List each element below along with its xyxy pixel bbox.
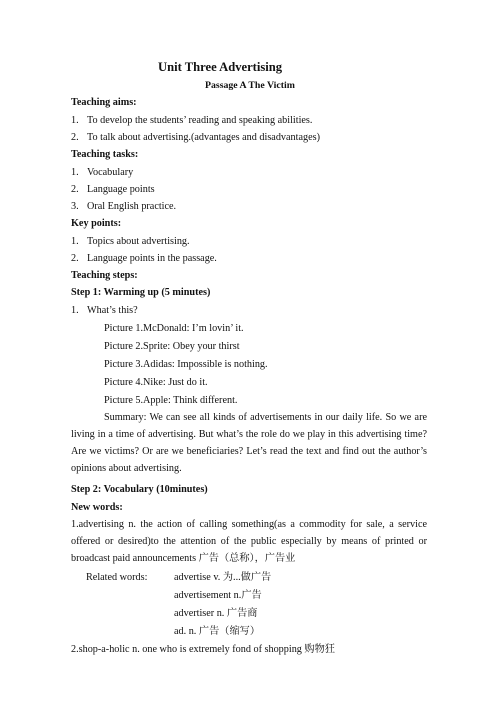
- page-subtitle: Passage A The Victim: [205, 80, 295, 91]
- related-word: advertisement n.广告: [174, 590, 262, 601]
- tasks-item-text: Oral English practice.: [87, 201, 177, 212]
- tasks-item-text: Language points: [87, 184, 155, 195]
- picture-item: Picture 5.Apple: Think different.: [104, 395, 238, 406]
- step1-summary: Summary: We can see all kinds of advertisements in our daily life. So we are living in a time of advertising. But what’s the role do we play in this advertising time? Are we victims? Or are we beneficiaries? Let’s read the text and find out the author’s opinions about advertising.: [71, 412, 427, 474]
- page-title: Unit Three Advertising: [158, 60, 283, 74]
- related-words-label: Related words:: [86, 572, 148, 583]
- teaching-steps-heading: Teaching steps:: [71, 270, 138, 281]
- aims-item-text: To talk about advertising.(advantages and disadvantages): [87, 132, 320, 143]
- vocab-entry-advertising: 1.advertising n. the action of calling something(as a commodity for sale, a service offered or desired)to the attention of the public especially by means of printed or broadcast paid announcements 广告（总称），广告业: [71, 519, 427, 564]
- tasks-item-number: 3.: [71, 201, 79, 212]
- step1-question-number: 1.: [71, 305, 79, 316]
- step1-question: [71, 304, 138, 317]
- step1-heading: Step 1: Warming up (5 minutes): [71, 287, 211, 298]
- vocab-entry-shopaholic: 2.shop-a-holic n. one who is extremely fond of shopping 购物狂: [71, 644, 335, 655]
- key-points-item-text: Language points in the passage.: [87, 253, 217, 264]
- tasks-item-text: Vocabulary: [87, 167, 134, 178]
- picture-item: Picture 4.Nike: Just do it.: [104, 377, 208, 388]
- aims-heading: Teaching aims:: [71, 97, 137, 108]
- tasks-item: [71, 166, 133, 179]
- related-word: advertise v. 为...做广告: [174, 572, 272, 583]
- key-points-item-number: 1.: [71, 236, 79, 247]
- step2-heading: Step 2: Vocabulary (10minutes): [71, 484, 208, 495]
- related-word: ad. n. 广告（缩写）: [174, 626, 261, 637]
- tasks-item-number: 1.: [71, 167, 79, 178]
- key-points-heading: Key points:: [71, 218, 122, 229]
- aims-item: [71, 131, 320, 144]
- aims-item-text: To develop the students’ reading and speaking abilities.: [87, 115, 313, 126]
- tasks-item: [71, 183, 155, 196]
- tasks-heading: Teaching tasks:: [71, 149, 139, 160]
- step1-question-text: What’s this?: [87, 305, 138, 316]
- aims-item: [71, 114, 312, 127]
- aims-item-number: 2.: [71, 132, 79, 143]
- picture-item: Picture 3.Adidas: Impossible is nothing.: [104, 359, 268, 370]
- key-points-item: [71, 235, 190, 248]
- picture-item: Picture 1.McDonald: I’m lovin’ it.: [104, 323, 244, 334]
- tasks-item: [71, 200, 176, 213]
- tasks-item-number: 2.: [71, 184, 79, 195]
- new-words-heading: New words:: [71, 502, 123, 513]
- key-points-item-text: Topics about advertising.: [87, 236, 190, 247]
- picture-item: Picture 2.Sprite: Obey your thirst: [104, 341, 240, 352]
- key-points-item-number: 2.: [71, 253, 79, 264]
- related-word: advertiser n. 广告商: [174, 608, 258, 619]
- aims-item-number: 1.: [71, 115, 79, 126]
- key-points-item: [71, 252, 217, 265]
